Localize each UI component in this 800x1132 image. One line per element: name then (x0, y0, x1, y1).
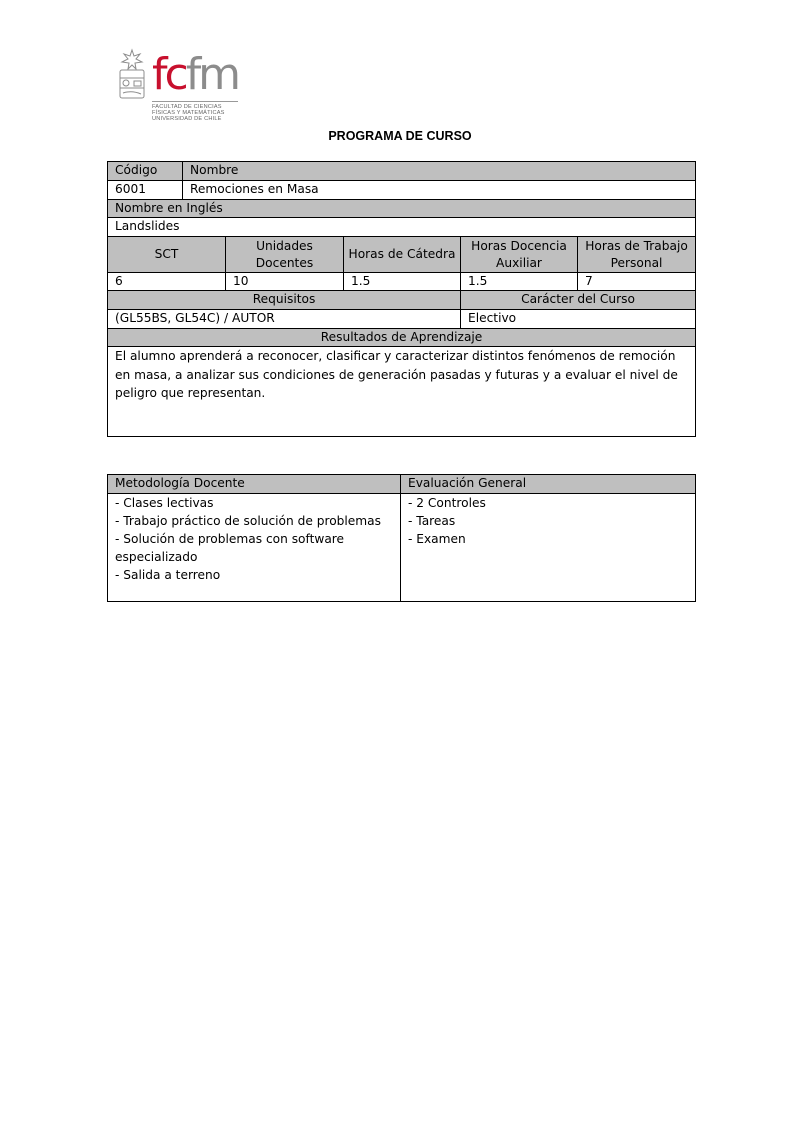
sct-value: 6 (108, 273, 226, 291)
logo-wordmark (152, 50, 238, 100)
logo-subtitle (152, 104, 225, 122)
page-title: PROGRAMA DE CURSO (328, 129, 472, 143)
lecture-hours-value: 1.5 (344, 273, 461, 291)
requirements-value: (GL55BS, GL54C) / AUTOR (108, 310, 461, 329)
auxiliary-hours-value: 1.5 (461, 273, 578, 291)
methodology-list (108, 494, 401, 602)
teaching-units-label: Unidades Docentes (226, 237, 344, 273)
evaluation-label: Evaluación General (401, 475, 696, 494)
logo-subtitle-line: FÍSICAS Y MATEMÁTICAS (152, 110, 225, 116)
list-item: - Tareas (408, 514, 456, 528)
sct-label: SCT (108, 237, 226, 273)
university-crest-icon (114, 48, 150, 102)
course-character-label: Carácter del Curso (461, 291, 696, 310)
lecture-hours-label: Horas de Cátedra (344, 237, 461, 273)
logo-subtitle-line: FACULTAD DE CIENCIAS (152, 104, 222, 110)
list-item: - Trabajo práctico de solución de problemas (115, 514, 381, 528)
name-label: Nombre (183, 162, 696, 181)
logo-wordmark-gray: fm (185, 49, 239, 100)
list-item: - Solución de problemas con software especializado (115, 532, 345, 564)
list-item: - Examen (408, 532, 466, 546)
course-code: 6001 (108, 181, 183, 200)
requirements-label: Requisitos (108, 291, 461, 310)
course-character-value: Electivo (461, 310, 696, 329)
list-item: - Salida a terreno (115, 568, 221, 582)
english-name-label: Nombre en Inglés (108, 200, 696, 218)
methodology-label: Metodología Docente (108, 475, 401, 494)
evaluation-list (401, 494, 696, 602)
learning-outcomes-text: El alumno aprenderá a reconocer, clasificar y caracterizar distintos fenómenos de remoción en masa, a analizar sus condiciones de generación pasadas y futuras y a evaluar el nivel de peligro que representan. (108, 347, 696, 437)
logo-divider (152, 101, 238, 102)
auxiliary-hours-label: Horas Docencia Auxiliar (461, 237, 578, 273)
personal-work-hours-label: Horas de Trabajo Personal (578, 237, 696, 273)
english-name: Landslides (108, 218, 696, 237)
code-label: Código (108, 162, 183, 181)
teaching-units-value: 10 (226, 273, 344, 291)
list-item: - Clases lectivas (115, 496, 214, 510)
course-info-table (107, 161, 696, 437)
logo-wordmark-red: fc (152, 49, 186, 100)
fcfm-logo (114, 48, 244, 132)
logo-subtitle-line: UNIVERSIDAD DE CHILE (152, 116, 222, 122)
course-name: Remociones en Masa (183, 181, 696, 200)
learning-outcomes-label: Resultados de Aprendizaje (108, 329, 696, 347)
list-item: - 2 Controles (408, 496, 486, 510)
methodology-evaluation-table (107, 474, 696, 602)
personal-work-hours-value: 7 (578, 273, 696, 291)
